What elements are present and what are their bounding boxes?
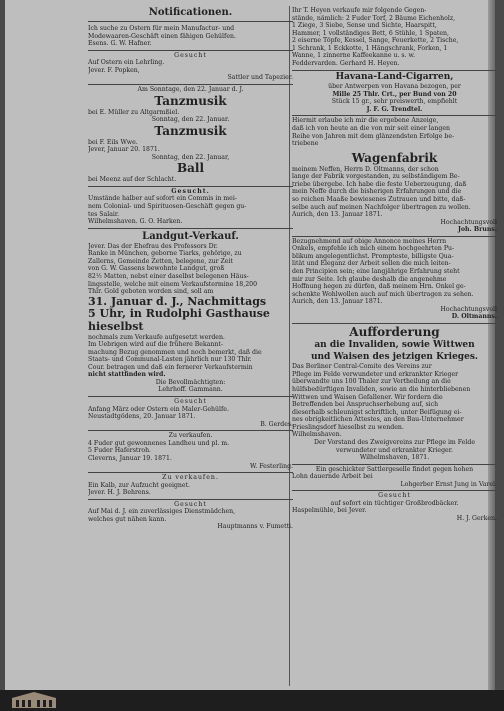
ad-line: welches gut nähen kann. [88, 515, 167, 523]
ad-date: Cleverns, Januar 19. 1871. [88, 454, 172, 462]
ad-title: Zu verkaufen. [168, 432, 213, 440]
ad-line: über Antwerpen von Havana bezogen, per [328, 83, 461, 91]
ad-line: Die Bevollmächtigten: [155, 378, 226, 386]
ad-kalb [88, 473, 293, 500]
ad-line: Auf Ostern ein Lehrling. [88, 59, 165, 67]
ad-subtitle: und Waisen des jetzigen Krieges. [310, 351, 479, 362]
ad-line: bei Meenz auf der Schlacht. [88, 176, 177, 184]
ad-signature: Esens. G. W. Hafner. [88, 40, 152, 48]
ad-line: Hochachtungsvoll [440, 218, 497, 226]
ad-aufforderung [292, 324, 497, 465]
ad-line: auf sofort ein tüchtiger Großbrodbäcker. [330, 499, 459, 507]
ad-date: Jever, Januar 20. 1871. [88, 146, 160, 154]
ad-line: 5 Fuder Haferstroh. [88, 447, 152, 455]
ad-cigarren [292, 71, 497, 117]
ad-line: blikum angelegentlichst. Prompteste, billigste Qua- [292, 252, 454, 260]
ad-line: tes Salair. [88, 210, 120, 218]
ad-signature: Joh. Bruns. [458, 226, 497, 234]
ad-signature: Jever. H. J. Behrens. [88, 489, 151, 497]
ad-highlight: 31. Januar d. J., Nachmittags [88, 294, 267, 308]
ad-line: Frieslingsdorf hieselbst zu wenden. [292, 423, 404, 431]
ad-signature: B. Gerdes. [260, 420, 293, 428]
ad-line: selbe auch auf meinen Nachfolger übertragen zu wollen. [292, 203, 471, 211]
ad-line: lange der Fabrik vorgestanden, zu selbständigem Be- [292, 173, 460, 181]
ad-line: Wanne, 1 zinnerne Kaffeekanne u. s. w. [292, 52, 416, 60]
ad-line: verwundeter und erkrankter Krieger. [336, 446, 453, 454]
ad-line: Hochachtungsvoll [440, 305, 497, 313]
ad-line: 4 Fuder gut gewonnenes Landheu und pl. m. [88, 439, 230, 447]
ad-line: Im Uebrigen wird auf die frühere Bekannt- [88, 341, 223, 349]
ad-title: Tanzmusik [154, 123, 227, 138]
ad-line: Onkels, empfehle ich mich einem hochgeehrten Pu- [292, 245, 455, 253]
ad-title: Gesucht. [171, 187, 210, 195]
ad-line: stände, nämlich: 2 Fuder Torf, 2 Bäume Eichenholz, [292, 14, 456, 22]
ad-signature: W. Festerling. [250, 462, 293, 470]
ad-wagenfabrik [292, 150, 497, 237]
right-column [292, 6, 497, 686]
ad-date: Aurich, den 13. Januar 1871. [292, 298, 383, 306]
ad-line: lität und Eleganz der Arbeit sollen die mich leiten- [292, 260, 451, 268]
ad-manufactur [88, 24, 293, 51]
ad-line: Hammer, 1 vollständiges Bett, 6 Stühle, 1 Spaten, [292, 29, 449, 37]
ad-line: Hoffnung hegen zu dürfen, daß meinem Hrn. Onkel ge- [292, 283, 466, 291]
ad-line: dieserhalb schleunigst schriftlich, unter Beifügung ei- [292, 408, 462, 416]
ad-line: daß ich von heute an die von mir seit einer langen [292, 125, 450, 132]
ad-title: Aufforderung [349, 324, 440, 339]
ad-date: Wilhelmshaven, 1871. [359, 454, 430, 462]
ad-title: Tanzmusik [154, 93, 227, 108]
ad-line: überwandte uns 100 Thaler zur Vertheilung an die [292, 378, 451, 386]
ad-subtitle: an die Invaliden, sowie Wittwen [314, 339, 475, 350]
ad-line: meinem Neffen, Herrn D. Oltmanns, der schon [292, 165, 439, 173]
ad-line: nem Colonial- und Spirituosen-Geschäft gegen gu- [88, 203, 247, 210]
ad-date: Aurich, den 13. Januar 1871. [292, 211, 383, 219]
ad-landheu [88, 431, 293, 473]
ad-heyen [292, 6, 497, 71]
ad-line: Ranke in München, geborne Tiarks, gehörige, zu [88, 250, 242, 258]
ad-line: Stück 15 gr., sehr preiswerth, empfiehlt [331, 98, 458, 106]
ad-line: Mille 25 Thlr. Crt., per Bund von 20 [332, 90, 457, 98]
ad-signature: Feddervarden. Gerhard H. Heyen. [292, 59, 400, 67]
ad-line: Reihe von Jahren mit dem glänzendsten Erfolge be- [292, 132, 455, 140]
ad-line: Zallerns, Gemeinde Zetten, belegene, zur Zeit [88, 257, 233, 265]
ad-title: Havana-Land-Cigarren, [335, 71, 454, 82]
ad-date: Sonntag, den 22. Januar, [151, 153, 230, 161]
ad-line: 2 eiserne Töpfe, Kessel, Sange, Feuerkette, 2 Tische, [292, 37, 459, 45]
ad-line: Umstände halber auf sofort ein Commis in mei- [88, 195, 237, 203]
ad-highlight: 5 Uhr, in Rudolphi Gasthause [88, 307, 270, 321]
ad-line: Thlr. Gold geboten worden sind, soll am [88, 288, 214, 296]
ad-line: Modewaaren-Geschäft einen fähigen Gehülfen. [88, 32, 236, 40]
ad-line: machung Bezug genommen und noch bemerkt, daß die [88, 348, 262, 356]
ad-title: Landgut-Verkauf. [142, 230, 239, 242]
ad-line: Ich suche zu Ostern für mein Manufactur- und [88, 25, 235, 32]
ad-date: Sonntag, den 22. Januar. [151, 116, 230, 124]
ad-line: Ein geschickter Sattlergeselle findet gegen hohen [315, 465, 474, 473]
ad-title: Zu verkaufen. [162, 474, 219, 482]
ad-line: triebene [292, 140, 319, 148]
ad-signature: Lohgerber Ernst Jung in Varel. [400, 480, 497, 488]
ad-line: Haspelmühle, bei Jever. [292, 507, 367, 515]
ad-dienstmaedchen [88, 500, 293, 533]
ad-line: Auf Mai d. J. ein zuverlässiges Dienstmädchen, [88, 508, 236, 516]
ad-line: Ihr T. Heyen verkaufe mir folgende Gegen- [292, 7, 427, 14]
ad-line: Das Berliner Central-Comite des Vereins zur [292, 363, 432, 371]
ad-line: 82½ Matten, nebst einer daselbst belegenen Häus- [88, 272, 249, 280]
ad-date: Am Sonntage, den 22. Januar d. J. [137, 85, 244, 93]
ad-title: Gesucht [174, 398, 207, 406]
ad-line: schenkte Wohlwollen auch auf mich übertragen zu sehen. [292, 290, 474, 298]
ad-line: Betreffenden bei Anspruchserhebung auf, sich [292, 401, 439, 409]
ad-signature: Hauptmanns v. Fumetti. [217, 523, 293, 531]
ad-line: Hiermit erlaube ich mir die ergebene Anzeige, [292, 117, 439, 125]
ad-line: triebe übergebe. Ich habe die feste Ueberzeugung, daß [292, 180, 467, 188]
ad-line: nicht stattfinden wird. [88, 371, 166, 379]
ad-highlight: hieselbst [88, 319, 144, 333]
ad-line: bei E. Müller zu Altgarmßiel. [88, 108, 180, 116]
ad-oltmanns [292, 237, 497, 324]
ad-line: Sattler und Tapezier. [227, 74, 293, 82]
ad-line: lingsstelle, welche mit einem Verkaufstermine 18,200 [88, 280, 258, 288]
ad-line: Jever. Das der Ehefrau des Professors Dr. [88, 242, 218, 250]
ad-line: Wilhelmshaven. [292, 431, 342, 439]
ad-line: Wittwen und Waisen Gefallener. Wir fordern die [292, 393, 443, 401]
ad-date: Neustadtgödens, 20. Januar 1871. [88, 413, 196, 421]
ad-title: Gesucht [174, 51, 207, 59]
rule [88, 21, 293, 22]
ad-commis [88, 187, 293, 229]
ad-line: mein Neffe durch die bisherigen Erfahrungen und die [292, 188, 462, 196]
ad-sattler [292, 465, 497, 492]
ad-line: so reichen Maaße bewiesenes Zutrauen und bitte, daß- [292, 195, 466, 203]
ad-line: Bezugnehmend auf obige Annonce meines Herrn [292, 237, 447, 245]
viewer-footer [0, 690, 504, 711]
ad-line: Ein Kalb, zur Aufzucht geeignet. [88, 481, 191, 489]
ad-maler [88, 397, 293, 431]
left-column [88, 6, 293, 686]
ad-title: Gesucht [378, 492, 411, 500]
ad-line: Staats- und Communal-Lasten jährlich nur 130 Thlr. [88, 356, 252, 364]
ad-line: 1 Schrank, 1 Eckkotte, 1 Hängschrank, Forken, 1 [292, 44, 448, 52]
ad-line: Lohn dauernde Arbeit bei [292, 473, 373, 481]
ad-baecker [292, 491, 497, 524]
ad-tanzmusik [88, 85, 293, 187]
ad-line: nochmals zum Verkaufe aufgesetzt werden. [88, 333, 225, 341]
ad-signature: Jever. F. Popken, [88, 66, 140, 74]
section-heading: Notificationen. [148, 7, 233, 18]
ad-line: Cour. betragen und daß ein fernerer Verkaufstermin [88, 363, 253, 371]
ad-landgut [88, 229, 293, 397]
ad-title: Gesucht [174, 500, 207, 508]
library-building-logo [10, 692, 58, 709]
ad-lehrling [88, 51, 293, 85]
ad-signature: Lehrhoff. Gammann. [158, 386, 223, 394]
ad-title: Ball [176, 161, 205, 176]
ad-anzeige [292, 116, 497, 149]
ad-signature: J. F. G. Trendtel. [366, 105, 423, 113]
ad-title: Wagenfabrik [351, 150, 438, 165]
ad-line: den Principien sein; eine langjährige Erfahrung steht [292, 268, 460, 275]
ad-signature: Wilhelmshaven. G. O. Harken. [88, 218, 183, 226]
ad-line: nes obrigkeitlichen Attestes, an den Bau-Unternehmer [292, 416, 464, 424]
ad-line: mir zur Seite. Ich glaube deshalb die angenehme [292, 275, 447, 283]
ad-line: von G. W. Gassens bewohnte Landgut, groß [88, 265, 225, 273]
ad-signature: H. J. Gerken. [456, 515, 497, 522]
ad-line: Pflege im Felde verwundeter und erkrankter Krieger [292, 370, 459, 378]
ad-signature: D. Oltmanns. [451, 313, 497, 321]
ad-line: Anfang März oder Ostern ein Maler-Gehülfe. [88, 405, 229, 413]
ad-line: hülfsbedürftigen Invaliden, sowie an die hinterbliebenen [292, 386, 471, 393]
ad-line: 1 Ziege, 3 Siebe, Sense und Sichte, Haarspitt, [292, 22, 437, 30]
ad-line: bei F. Eils Wwe. [88, 138, 138, 146]
ad-line: Der Vorstand des Zweigvereins zur Pflege im Felde [314, 438, 475, 446]
